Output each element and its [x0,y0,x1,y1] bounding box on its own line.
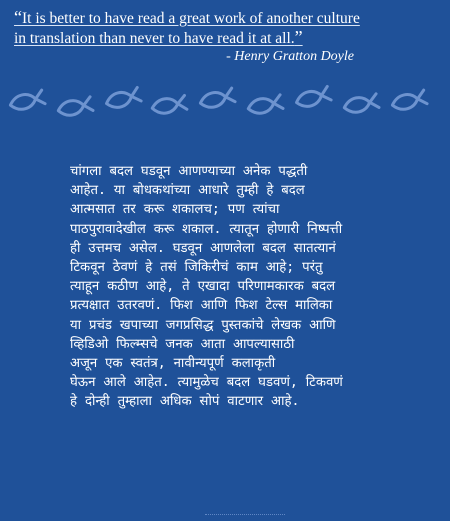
fish-icon [9,90,45,112]
body-line: प्रत्यक्षात उतरवणं. फिश आणि फिश टेल्स मालिका [70,298,333,314]
body-line: या प्रचंड खपाच्या जगप्रसिद्ध पुस्तकांचे लेखक आणि [70,317,336,333]
open-quote-mark: “ [14,7,22,27]
body-line: पाठपुरावादेखील करू शकाल. त्यातून होणारी निष्पत्ती [70,221,343,237]
quote-author: - Henry Gratton Doyle [226,49,354,64]
body-line: त्याहून कठीण आहे, ते एखादा परिणामकारक बदल [70,279,336,295]
fish-decoration-band [0,78,450,122]
body-line: हे दोन्ही तुम्हाला अधिक सोपं वाटणार आहे. [70,394,300,410]
fish-icon [391,90,427,112]
quote-line-2 [14,28,434,48]
close-quote-mark: ” [294,27,303,47]
body-paragraph [70,162,440,412]
fish-icon [57,97,93,118]
fish-icon [199,88,235,110]
body-line: व्हिडिओ फिल्म्सचे जनक आता आपल्यासाठी [70,336,295,352]
body-line: आत्मसात तर करू शकालच; पण त्यांचा [70,202,280,218]
body-line: ही उत्तमच असेल. घडवून आणलेला बदल सातत्यानं [70,240,336,256]
quote-text-2: in translation than never to have read it at all. [14,30,295,47]
epigraph-quote [14,8,434,48]
body-line: चांगला बदल घडवून आणण्याच्या अनेक पद्धती [70,164,308,179]
body-line: टिकवून ठेवणं हे तसं जिकिरीचं काम आहे; परंतु [70,260,323,276]
fish-icon [343,94,379,115]
quote-text-1: It is better to have read a great work of another culture [22,10,360,27]
body-line: आहेत. या बोधकथांच्या आधारे तुम्ही हे बदल [70,183,305,199]
body-line: अजून एक स्वतंत्र, नावीन्यपूर्ण कलाकृती [70,356,276,372]
fish-icon [151,95,187,115]
fish-icon [247,95,283,116]
fish-icon [295,86,332,109]
footer-divider [205,514,285,519]
fish-icon [105,87,142,110]
body-line: घेऊन आले आहेत. त्यामुळेच बदल घडवणं, टिकवणं [70,375,343,391]
quote-line-1 [14,8,434,28]
